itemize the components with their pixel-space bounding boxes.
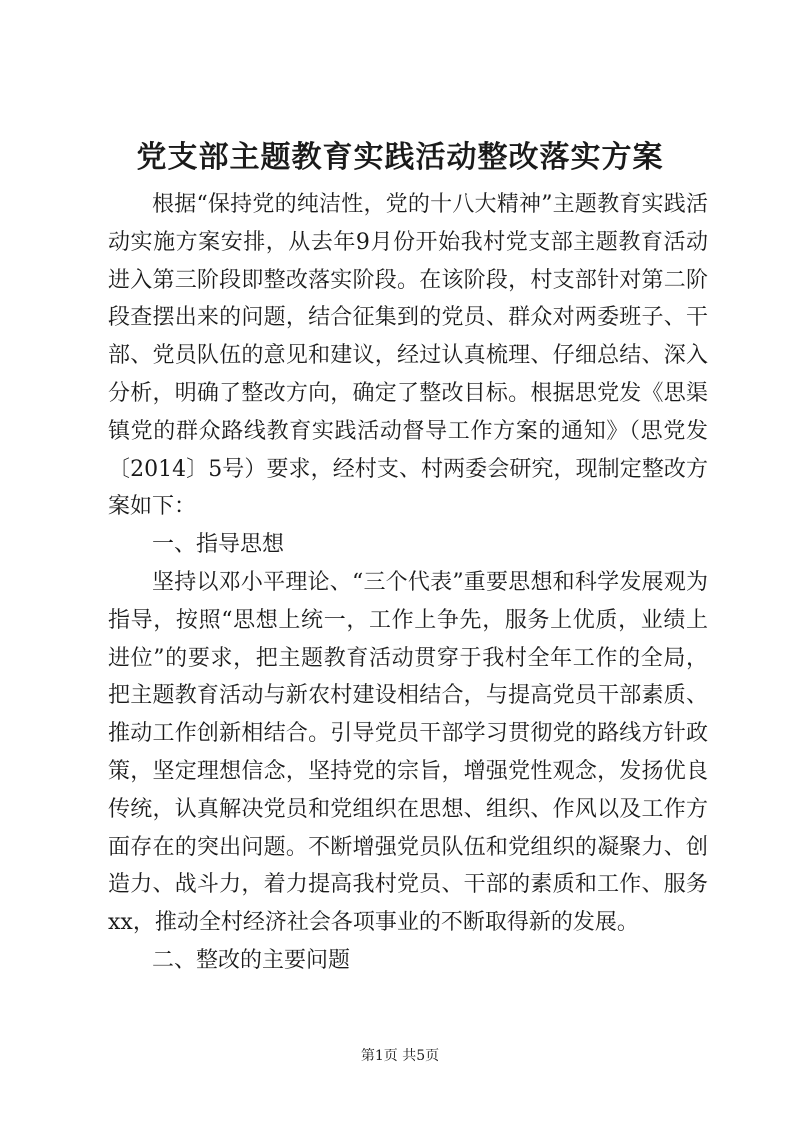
document-body bbox=[108, 186, 708, 980]
section-heading-main-problems: 二、整改的主要问题 bbox=[152, 947, 351, 973]
page-number-footer: 第1页 共5页 bbox=[360, 1048, 440, 1064]
document-title: 党支部主题教育实践活动整改落实方案 bbox=[136, 140, 664, 175]
paragraph-guiding-ideology: 坚持以邓小平理论、“三个代表”重要思想和科学发展观为指导，按照“思想上统一，工作上争先，服务上优质，业绩上进位”的要求，把主题教育活动贯穿于我村全年工作的全局，把主题教育活动与新农村建设相结合，与提高党员干部素质、推动工作创新相结合。引导党员干部学习贯彻党的路线方针政策，坚定理想信念，坚持党的宗旨，增强党性观念，发扬优良传统，认真解决党员和党组织在思想、组织、作风以及工作方面存在的突出问题。不断增强党员队伍和党组织的凝聚力、创造力、战斗力，着力提高我村党员、干部的素质和工作、服务xx，推动全村经济社会各项事业的不断取得新的发展。 bbox=[108, 569, 708, 936]
section-heading-guiding-ideology: 一、指导思想 bbox=[152, 532, 285, 558]
paragraph-intro: 根据“保持党的纯洁性，党的十八大精神”主题教育实践活动实施方案安排，从去年9月份开始我村党支部主题教育活动进入第三阶段即整改落实阶段。在该阶段，村支部针对第二阶段查摆出来的问题，结合征集到的党员、群众对两委班子、干部、党员队伍的意见和建议，经过认真梳理、仔细总结、深入分析，明确了整改方向，确定了整改目标。根据思党发《思渠镇党的群众路线教育实践活动督导工作方案的通知》（思党发〔2014〕5号）要求，经村支、村两委会研究，现制定整改方案如下： bbox=[108, 192, 708, 520]
